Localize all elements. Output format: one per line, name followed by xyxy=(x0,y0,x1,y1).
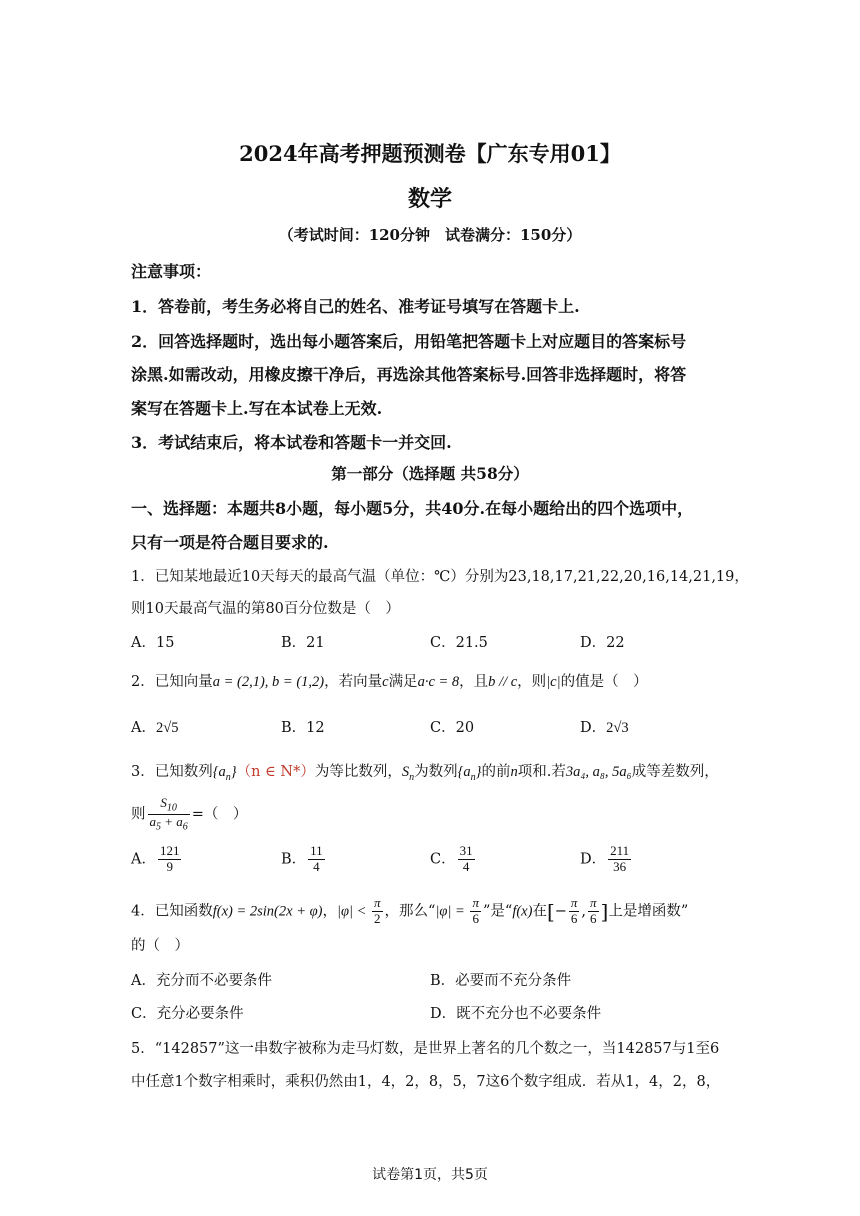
q4-option-b: B．必要而不充分条件 xyxy=(430,973,572,989)
q3-sequence: $\{a_n\}$ xyxy=(212,764,237,783)
q2-option-c: C．20 xyxy=(430,720,475,736)
page-footer: 试卷第1页，共5页 xyxy=(372,1167,488,1183)
q1-option-d: D．22 xyxy=(580,635,625,651)
q3-option-d: D． $\frac{211}{36}$ xyxy=(580,843,630,874)
question-4-line-1: 4．已知函数f(x) = 2sin(2x + φ)，|φ| < $\frac{\pi}{2}$ ，那么“|φ| = $\frac{\pi}{6}$ ”是“f(x)在[− $\frac{\pi}{6}$ , $\frac{\pi}{6}$ ]上是增函数” xyxy=(131,895,689,926)
q2-vectors-ab: a = (2,1), b = (1,2) xyxy=(212,674,325,690)
question-1-line-2: 则10天最高气温的第80百分位数是（ ） xyxy=(131,601,400,617)
question-5-line-2: 中任意1个数字相乘时，乘积仍然由1，4，2，8，5，7这6个数字组成．若从1，4，2，8， xyxy=(131,1074,721,1090)
q2-text-b: ，若向量 xyxy=(324,674,383,690)
exam-info: （考试时间：120分钟 试卷满分：150分） xyxy=(278,226,582,244)
q2-text-d: ，且 xyxy=(459,674,489,690)
notes-heading: 注意事项： xyxy=(131,262,212,281)
q2-text-e: ，则 xyxy=(517,674,547,690)
question-5-line-1: 5．“142857”这一串数字被称为走马灯数，是世界上著名的几个数之一，当142857与1至6 xyxy=(131,1041,720,1057)
note-2-line-3: 案写在答题卡上.写在本试卷上无效. xyxy=(131,399,383,418)
q2-text-f: 的值是（ ） xyxy=(560,674,648,690)
q1-option-c: C．21.5 xyxy=(430,635,488,651)
q4-option-c: C．充分必要条件 xyxy=(131,1006,244,1022)
q1-option-b: B．21 xyxy=(281,635,325,651)
q1-option-a: A．15 xyxy=(131,635,175,651)
part-heading: 第一部分（选择题 共58分） xyxy=(331,464,529,483)
q4-option-d: D．既不充分也不必要条件 xyxy=(430,1006,602,1022)
q3-sum-symbol: $S_n$ xyxy=(401,764,415,783)
question-2-stem xyxy=(131,670,731,691)
q2-vector-c: c xyxy=(382,674,389,690)
q2-parallel: b // c xyxy=(488,674,518,690)
question-1-line-1: 1．已知某地最近10天每天的最高气温（单位：℃）分别为23,18,17,21,22,20,16,14,21,19， xyxy=(131,569,749,585)
q3-option-b: B． $\frac{11}{4}$ xyxy=(281,843,323,874)
q2-option-b: B．12 xyxy=(281,720,325,736)
q3-ratio-fraction: $\frac{S_{10}}{a_5 + a_6}$ xyxy=(149,795,188,833)
subject-title: 数学 xyxy=(407,186,452,212)
q3-condition: （n ∈ N*） xyxy=(236,764,315,780)
q2-modulus: |c| xyxy=(546,674,561,690)
note-1: 1．答卷前，考生务必将自己的姓名、准考证号填写在答题卡上. xyxy=(131,297,580,316)
q3-option-c: C． $\frac{31}{4}$ xyxy=(430,843,473,874)
note-2-line-1: 2．回答选择题时，选出每小题答案后，用铅笔把答题卡上对应题目的答案标号 xyxy=(131,332,687,351)
q2-dot-product: a·c = 8 xyxy=(417,674,460,690)
q2-option-d: D．2√3 xyxy=(580,720,629,736)
question-4-line-2: 的（ ） xyxy=(131,938,189,954)
q3-terms: 3a₄, a₈, 5a₆ xyxy=(565,764,632,780)
section-instructions-line-2: 只有一项是符合题目要求的. xyxy=(131,533,329,552)
q4-option-a: A．充分而不必要条件 xyxy=(131,973,272,989)
question-3-line-2: 则 $\frac{S_{10}}{a_5 + a_6}$ =（ ） xyxy=(131,795,248,833)
q2-text-a: 2．已知向量 xyxy=(131,674,213,690)
q4-function: f(x) = 2sin(2x + φ) xyxy=(212,903,323,920)
note-2-line-2: 涂黑.如需改动，用橡皮擦干净后，再选涂其他答案标号.回答非选择题时，将答 xyxy=(131,365,687,384)
q2-option-a: A．2√5 xyxy=(131,720,179,736)
q3-option-a: A． $\frac{121}{9}$ xyxy=(131,843,180,874)
q2-text-c: 满足 xyxy=(388,674,418,690)
section-instructions-line-1: 一、选择题：本题共8小题，每小题5分，共40分.在每小题给出的四个选项中， xyxy=(131,499,694,518)
note-3: 3．考试结束后，将本试卷和答题卡一并交回. xyxy=(131,433,452,452)
question-3-line-1: 3．已知数列$\{a_n\}(n$ ∈ N*）为等比数列，$S_n$为数列$\{a_n\}$的前n项和.若3a₄, a₈, 5a₆成等差数列， xyxy=(131,764,719,783)
exam-title: 2024年高考押题预测卷【广东专用01】 xyxy=(239,141,621,166)
